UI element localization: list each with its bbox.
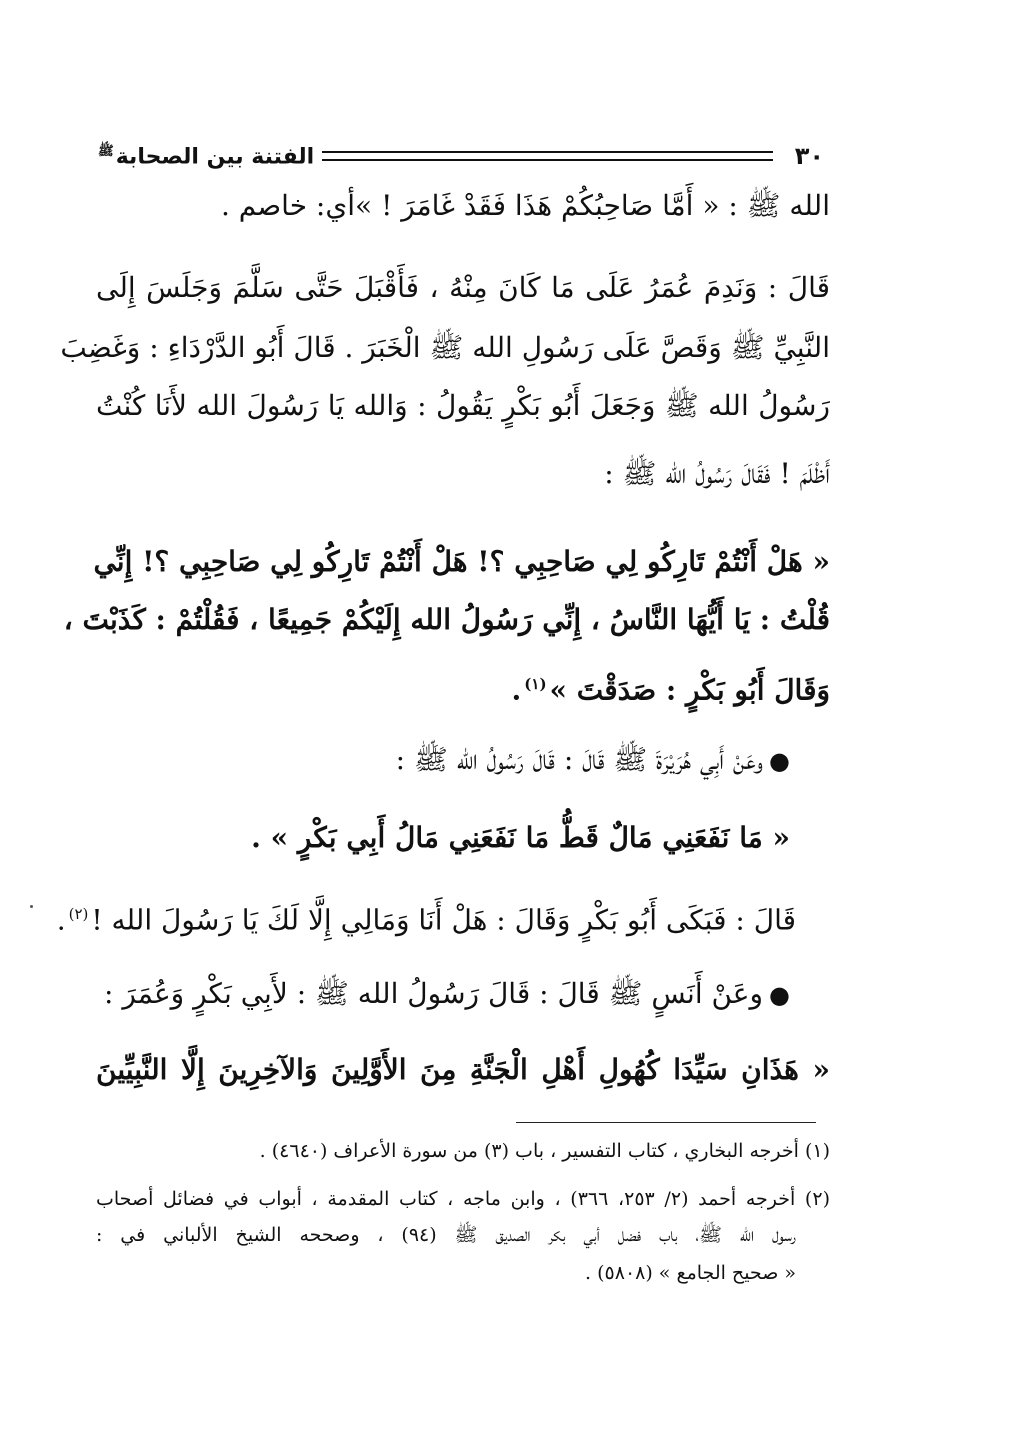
bullet-text: وعَنْ أَنَسٍ ﷺ قَالَ : قَالَ رَسُولُ الله ﷺ : لأَبِي بَكْرٍ وَعُمَرَ :: [104, 977, 764, 1010]
book-title-text: الفتنة بين الصحابة: [115, 144, 315, 170]
footnote-2-line: (٢) أخرجه أحمد (٢/ ٢٥٣، ٣٦٦) ، وابن ماجه ، كتاب المقدمة ، أبواب في فضائل أصحاب: [96, 1188, 830, 1210]
footnote-2-line: « صحيح الجامع » (٥٨٠٨) .: [585, 1262, 796, 1284]
hadith-quote-line: « مَا نَفَعَنِي مَالٌ قَطُّ مَا نَفَعَنِي مَالُ أَبِي بَكْرٍ » .: [251, 821, 790, 854]
hadith-quote-text: وَقَالَ أَبُو بَكْرٍ : صَدَقْتَ »: [549, 673, 830, 707]
paragraph-text: قَالَ : فَبَكَى أَبُو بَكْرٍ وَقَالَ : هَلْ أَنَا وَمَالِي إِلَّا لَكَ يَا رَسُولَ الله !: [91, 903, 796, 937]
bullet-line: [96, 738, 790, 783]
paragraph-line: رَسُولُ الله ﷺ وَجَعَلَ أَبُو بَكْرٍ يَقُولُ : وَالله يَا رَسُولَ الله لأَنَا كُنْتُ: [96, 389, 830, 422]
honorific-mark: ﷺ: [98, 143, 114, 159]
running-header: [98, 136, 824, 176]
paragraph-line: قَالَ : وَنَدِمَ عُمَرُ عَلَى مَا كَانَ مِنْهُ ، فَأَقْبَلَ حَتَّى سَلَّمَ وَجَلَسَ إِلَى: [96, 271, 830, 304]
scan-speck: [30, 905, 33, 908]
footnote-ref: (٢): [68, 905, 89, 923]
bullet-line: [96, 972, 790, 1017]
paragraph-line: أَظْلَمَ ! فَقَالَ رَسُولُ الله ﷺ :: [604, 457, 830, 490]
footnote-ref: (١): [524, 675, 547, 693]
bullet-icon: ●: [769, 981, 790, 1009]
paragraph-line: [56, 892, 796, 942]
text-line-continuation: الله ﷺ : « أَمَّا صَاحِبُكُمْ هَذَا فَقَدْ غَامَرَ ! »أي: خاصم .: [220, 189, 830, 222]
sentence-end: .: [511, 673, 522, 707]
hadith-quote-line: « هَلْ أَنْتُمْ تَارِكُو لِي صَاحِبِي ؟! هَلْ أَنْتُمْ تَارِكُو لِي صَاحِبِي ؟! إِنِّي: [93, 545, 830, 578]
footnote-1: (١) أخرجه البخاري ، كتاب التفسير ، باب (٣) من سورة الأعراف (٤٦٤٠) .: [259, 1140, 830, 1162]
footnote-2-line: رسول الله ﷺ، باب فضل أبي بكر الصديق ﷺ (٩٤) ، وصححه الشيخ الألباني في :: [96, 1224, 796, 1246]
hadith-quote-line: « هَذَانِ سَيِّدَا كُهُولِ أَهْلِ الْجَنَّةِ مِنَ الأَوَّلِينَ وَالآخِرِينَ إِلَّا النَّبِيِّينَ: [96, 1053, 830, 1086]
sentence-end: .: [56, 903, 66, 937]
page-number: ٣٠: [794, 142, 824, 170]
footnote-divider: [516, 1122, 816, 1123]
hadith-quote-line: [96, 662, 830, 712]
bullet-text: وعَنْ أَبِي هُرَيْرَةَ ﷺ قَالَ : قَالَ رَسُولُ الله ﷺ :: [395, 743, 764, 776]
bullet-icon: ●: [769, 747, 790, 775]
hadith-quote-line: قُلْتُ : يَا أَيُّهَا النَّاسُ ، إِنِّي رَسُولُ الله إِلَيْكُمْ جَمِيعًا ، فَقُلْتُمْ : كَذَبْتَ ،: [63, 603, 830, 636]
book-title: [98, 143, 314, 169]
paragraph-line: النَّبِيِّ ﷺ وَقَصَّ عَلَى رَسُولِ الله ﷺ الْخَبَرَ . قَالَ أَبُو الدَّرْدَاءِ : وَغَضِبَ: [60, 331, 830, 364]
header-rule: [322, 151, 772, 161]
